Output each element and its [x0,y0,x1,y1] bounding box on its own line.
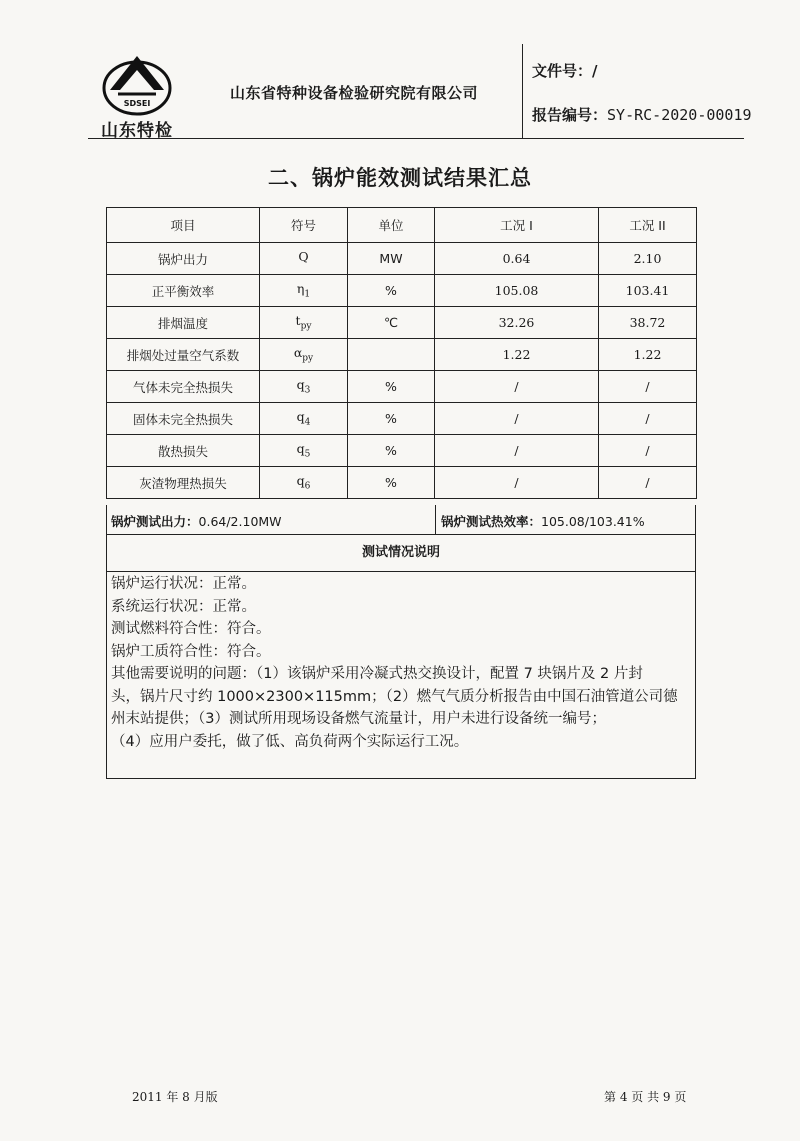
cell-unit: MW [348,243,435,275]
test-output-label: 锅炉测试出力： [111,514,199,529]
cell-symbol [260,371,348,403]
notes-line: 测试燃料符合性：符合。 [111,621,271,637]
notes-line: 锅炉运行状况：正常。 [111,576,256,592]
cell-condition-2: 103.41 [599,275,697,307]
cell-unit: % [348,371,435,403]
cell-condition-1: / [435,371,599,403]
cell-item: 正平衡效率 [107,275,260,307]
cell-condition-1: / [435,403,599,435]
table-row [107,275,697,307]
table-row [107,403,697,435]
table-row [107,467,697,499]
cell-item: 散热损失 [107,435,260,467]
notes-line: 州末站提供；（3）测试所用现场设备燃气流量计，用户未进行设备统一编号； [111,711,606,727]
test-efficiency [441,512,645,530]
cell-item: 锅炉出力 [107,243,260,275]
table-header-row [107,208,697,243]
notes-line: 头，锅片尺寸约 1000×2300×115mm；（2）燃气气质分析报告由中国石油管道公司德 [111,688,678,705]
cell-symbol [260,275,348,307]
notes-line: （4）应用户委托，做了低、高负荷两个实际运行工况。 [111,733,469,750]
cell-symbol [260,307,348,339]
cell-condition-1: 32.26 [435,307,599,339]
cell-condition-1: / [435,467,599,499]
symbol-main: q [296,409,305,425]
table-row [107,243,697,275]
header-symbol: 符号 [260,208,348,243]
cell-unit: % [348,403,435,435]
header-condition-1: 工况 I [435,208,599,243]
symbol-main: t [295,313,301,329]
cell-symbol [260,435,348,467]
symbol-subscript: 1 [304,289,311,300]
svg-text:SDSEI: SDSEI [123,99,151,108]
summary-row [106,505,696,535]
table-row [107,435,697,467]
cell-condition-2: 38.72 [599,307,697,339]
section-title: 二、锅炉能效测试结果汇总 [268,166,532,190]
cell-condition-2: / [599,467,697,499]
header-unit: 单位 [348,208,435,243]
logo-emblem-icon [92,48,182,118]
cell-symbol [260,339,348,371]
report-number-value: SY-RC-2020-00019 [607,106,752,124]
results-table-wrapper [106,207,696,499]
cell-condition-2: 1.22 [599,339,697,371]
cell-condition-1: 0.64 [435,243,599,275]
symbol-main: Q [298,249,309,265]
notes-line: 锅炉工质符合性：符合。 [111,643,271,660]
cell-unit [348,339,435,371]
cell-condition-2: / [599,403,697,435]
cell-unit: % [348,435,435,467]
symbol-subscript: py [302,353,314,364]
report-number [532,104,752,125]
cell-condition-1: 105.08 [435,275,599,307]
symbol-subscript: 3 [304,385,311,396]
table-row [107,339,697,371]
cell-symbol [260,467,348,499]
test-output [111,512,282,530]
cell-condition-2: / [599,371,697,403]
header-divider [522,44,523,138]
test-notes-box [106,535,696,779]
cell-condition-1: / [435,435,599,467]
notes-line: 其他需要说明的问题：（1）该锅炉采用冷凝式热交换设计，配置 7 块锅片及 2 片封 [111,666,643,682]
table-row [107,307,697,339]
header-condition-2: 工况 II [599,208,697,243]
test-efficiency-value: 105.08/103.41% [541,514,645,529]
logo-text: 山东特检 [101,121,173,141]
test-efficiency-label: 锅炉测试热效率： [441,514,542,529]
notes-line: 系统运行状况：正常。 [111,598,256,615]
symbol-main: q [296,377,305,393]
cell-condition-2: 2.10 [599,243,697,275]
cell-symbol [260,403,348,435]
footer-edition: 2011 年 8 月版 [132,1090,218,1104]
symbol-subscript: 6 [304,481,311,492]
header-item: 项目 [107,208,260,243]
symbol-subscript: py [300,321,312,332]
test-output-value: 0.64/2.10MW [198,514,282,529]
symbol-main: α [293,345,303,361]
file-number: 文件号：/ [532,62,598,80]
cell-condition-2: / [599,435,697,467]
symbol-main: q [296,441,305,457]
cell-item: 排烟处过量空气系数 [107,339,260,371]
footer-page-number: 第 4 页 共 9 页 [604,1090,687,1104]
cell-item: 固体未完全热损失 [107,403,260,435]
cell-item: 灰渣物理热损失 [107,467,260,499]
cell-item: 气体未完全热损失 [107,371,260,403]
report-number-label: 报告编号： [532,106,608,124]
results-table [106,207,697,499]
cell-symbol [260,243,348,275]
symbol-subscript: 5 [304,449,311,460]
header-rule [88,138,744,139]
notes-body [111,573,689,753]
cell-condition-1: 1.22 [435,339,599,371]
company-name: 山东省特种设备检验研究院有限公司 [230,84,479,102]
table-row [107,371,697,403]
cell-unit: % [348,275,435,307]
notes-title: 测试情况说明 [107,535,695,572]
summary-divider [435,505,436,534]
symbol-main: q [296,473,305,489]
symbol-main: η [296,281,305,297]
cell-item: 排烟温度 [107,307,260,339]
cell-unit: ℃ [348,307,435,339]
cell-unit: % [348,467,435,499]
symbol-subscript: 4 [304,417,311,428]
